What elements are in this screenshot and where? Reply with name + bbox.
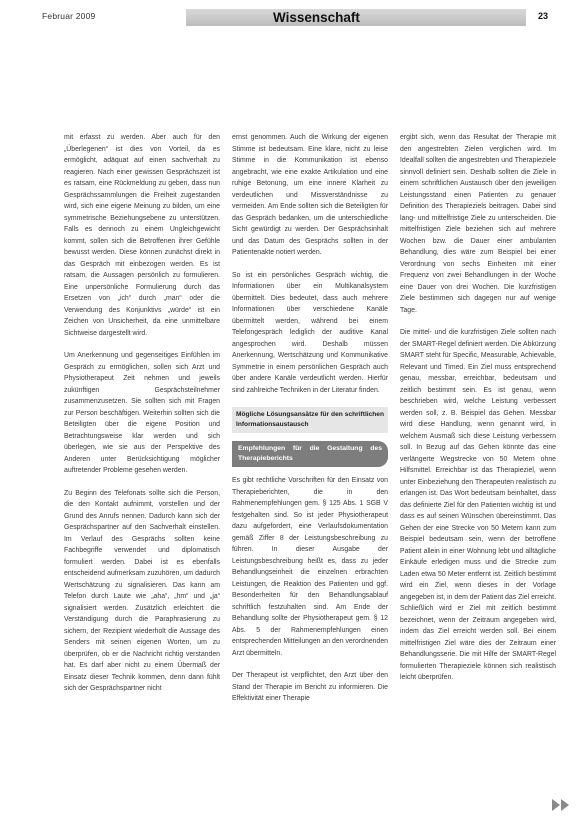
issue-date: Februar 2009 <box>42 11 96 21</box>
paragraph: Es gibt rechtliche Vorschriften für den Einsatz von Therapieberichten, die in den Rahmenempfehlungen gem. § 125 Abs. 1 SGB V festgehalten sind. So ist jeder Physiotherapeut dazu aufgefordert, eine Verlaufsdokumentation gemäß Ziffer 8 der Leistungsbeschreibung zu führen. In dieser Ausgabe der Leistungsbeschreibung heißt es, dass zu jeder Behandlungseinheit die einzelnen erbrachten Leistungen, die Reaktion des Patienten und ggf. Besonderheiten für den Behandlungsablauf schriftlich festzuhalten sind. Am Ende der Behandlung sollte der Physiotherapeut gem. § 12 Abs. 5 der Rahmenempfehlungen einen entsprechenden Mitteilungen an den verordnenden Arzt übermitteln. <box>232 477 388 657</box>
paragraph: mit erfasst zu werden. Aber auch für den „Überlegenen“ ist dies von Vorteil, da es ermöglicht, adäquat auf einen sachverhalt zu reagieren. Nach einer gewissen Gesprächszeit ist es ratsam, eine Rückmeldung zu geben, dass nun Gesprächssammlungen die Freiheit zugestanden wird, sich eine eigene Meinung zu bilden, um eine symmetrische Beziehungsebene zu unterstützen. Falls es dennoch zu einem Ungleichgewicht kommt, sollen sich die Betroffenen ihrer Gefühle bewusst werden. Diese können zunächst direkt in das Gespräch mit einbezogen werden. Es ist ratsam, die Aussagen persönlich zu formulieren. Eine unpersönliche Formulierung durch das Ersetzen von „ich“ durch „man“ oder die Verwendung des Konjunktivs „würde“ ist ein Zeichen von Unsicherheit, da eine unmittelbare Sichtweise dargestellt wird. <box>64 134 220 337</box>
subsection-heading: Empfehlungen für die Gestaltung des Therapieberichts <box>232 441 388 467</box>
arrow-right-icon <box>552 799 560 811</box>
page-header <box>36 9 549 27</box>
paragraph: Der Therapeut ist verpflichtet, den Arzt über den Stand der Therapie im Bericht zu informieren. Die Effektivität einer Therapie <box>232 672 388 702</box>
paragraph: Die mittel- und die kurzfristigen Ziele sollten nach der SMART-Regel definiert werden. Die Abkürzung SMART steht für Specific, Measurable, Achievable, Relevant und Timed. Ein Ziel muss entsprechend genau, messbar, erreichbar, bedeutsam und zeitlich bestimmt sein. Es ist genau, wenn beschrieben wird, welche Leistung verbessert werden soll, z. B. Beispiel das Gehen. Messbar wird diese Handlung, wenn genannt wird, in welchem Ausmaß sich diese Leistung verbessern soll. In Bezug auf das Gehen könnte das eine verlängerte Wegstrecke von 50 Metern ohne Hilfsmittel. Erreichbar ist das Therapieziel, wenn unter Einbeziehung den Therapeuten realistisch zu erlangen ist. Das Wort bedeutsam beinhaltet, dass das definierte Ziel für den Patienten wichtig ist und dass es auf seinen Wünschen übereinstimmt. Das Gehen der eine Strecke von 50 Metern kann zum Beispiel bedeutsam sein, wenn der betroffene Patient allein in einer Wohnung lebt und alltägliche Einkäufe erledigen muss und die Strecke zum Laden etwa 50 Meter entfernt ist. Zeitlich bestimmt wird ein Ziel, wenn dieses in der Vorlage angegeben ist, in dem der Patient das Ziel erreicht. Schließlich wird er Ziel mit zeitlich bestimmt bezeichnet, wenn der Zeitraum angegeben wird, indem das Ziel erreicht werden soll. Bei einem mittelfristigen Ziel wäre dies der Zeitraum einer Behandlungsserie. Die mit Hilfe der SMART-Regel formulierten Therapieziele können sich realistisch leicht überprüfen. <box>400 329 556 681</box>
paragraph: Zu Beginn des Telefonats sollte sich die Person, die den Kontakt aufnimmt, vorstellen und der Grund des Anrufs nennen. Dadurch kann sich der Gesprächspartner auf den Sachverhalt einstellen. Im Verlauf des Gesprächs sollten keine Fachbegriffe verwendet und diplomatisch formuliert werden. Dabei ist es ebenfalls entscheidend aufmerksam zuzuhören, um dadurch Wertschätzung zu signalisieren. Das kann am Telefon durch Laute wie „aha“, „hm“ und „ja“ signalisiert werden. Zusätzlich erleichtert die Verständigung durch die Paraphrasierung zu sichern, der Rezipient wiederholt die Aussage des Senders mit seinen eigenen Worten, um zu überprüfen, ob er die Nachricht richtig verstanden hat. Es darf aber nicht zu einem Übermaß der Einsatz dieser Technik kommen, denn dann fühlt sich der Gesprächspartner nicht <box>64 489 220 692</box>
paragraph: Um Anerkennung und gegenseitiges Einfühlen im Gespräch zu ermöglichen, sollen sich Arzt und Physiotherapeut Zeit nehmen und jeweils zukünftigen Gesprächsteilnehmer zusammenzusetzen. Sie sollten sich mit Fragen zur Person beschäftigen. Weiterhin sollten sich die Beteiligten über die eigene Position und Betrachtungsweise klar werden und sich überlegen, wie sie aus der Perspektive des Anderen unter Berücksichtigung möglicher auftretender Probleme gesehen werden. <box>64 352 220 474</box>
info-box-heading: Mögliche Lösungsansätze für den schriftlichen Informationsaustausch <box>232 407 388 433</box>
arrow-right-icon <box>561 799 569 811</box>
column-1 <box>64 132 220 706</box>
paragraph: ergibt sich, wenn das Resultat der Therapie mit den angestrebten Zielen verglichen wird. Im Idealfall sollten die angestrebten und Therapieziele sinnvoll definiert sein. Deshalb sollten die Ziele in einem schriftlichen Austausch über den jeweiligen Leistungsstand einen Patienten zu genauer Definition des Therapieziels beitragen. Dabei sind lang- und mittelfristige Ziele zu unterscheiden. Die mittelfristigen Ziele beziehen sich auf mehrere Wochen bzw. die Dauer einer ambulanten Behandlung, dies wäre zum Beispiel bei einer Verordnung von sechs Einheiten mit einer Frequenz von zwei Behandlungen in der Woche eine Dauer von drei Wochen. Die kurzfristigen Ziele bestimmen sich dagegen nur auf wenige Tage. <box>400 134 556 314</box>
column-2 <box>232 132 388 716</box>
section-title: Wissenschaft <box>273 10 360 25</box>
paragraph: ernst genommen. Auch die Wirkung der eigenen Stimme ist bedeutsam. Eine klare, nicht zu leise Stimme in die Kommunikation ist ebenso angebracht, wie eine exakte Artikulation und eine ruhige Betonung, um eine innere Klarheit zu verdeutlichen und Missverständnisse zu vermeiden. Am Ende sollten sich die Beteiligten für das Gespräch bedanken, um die unterschiedliche Sicht gewürdigt zu werden. Der Gesprächsinhalt und das Datum des Gesprächs sollten in der Patientenakte notiert werden. <box>232 134 388 256</box>
double-arrow-right-icon[interactable] <box>552 799 569 811</box>
paragraph: So ist ein persönliches Gespräch wichtig, die Informationen über ein Multikanalsystem übermittelt. Dies bedeutet, dass auch mehrere Informationen über verschiedene Kanäle übermittelt werden, während bei einem Telefongespräch lediglich der auditive Kanal angesprochen wird. Deshalb müssen Anerkennung, Wertschätzung und Kommunikative Symmetrie in einem persönlichen Gespräch auch über andere Kanäle verdeutlicht werden. Hierfür sind zahlreiche Techniken in der Literatur finden. <box>232 271 388 394</box>
page-number: 23 <box>538 11 549 21</box>
column-3 <box>400 132 556 695</box>
